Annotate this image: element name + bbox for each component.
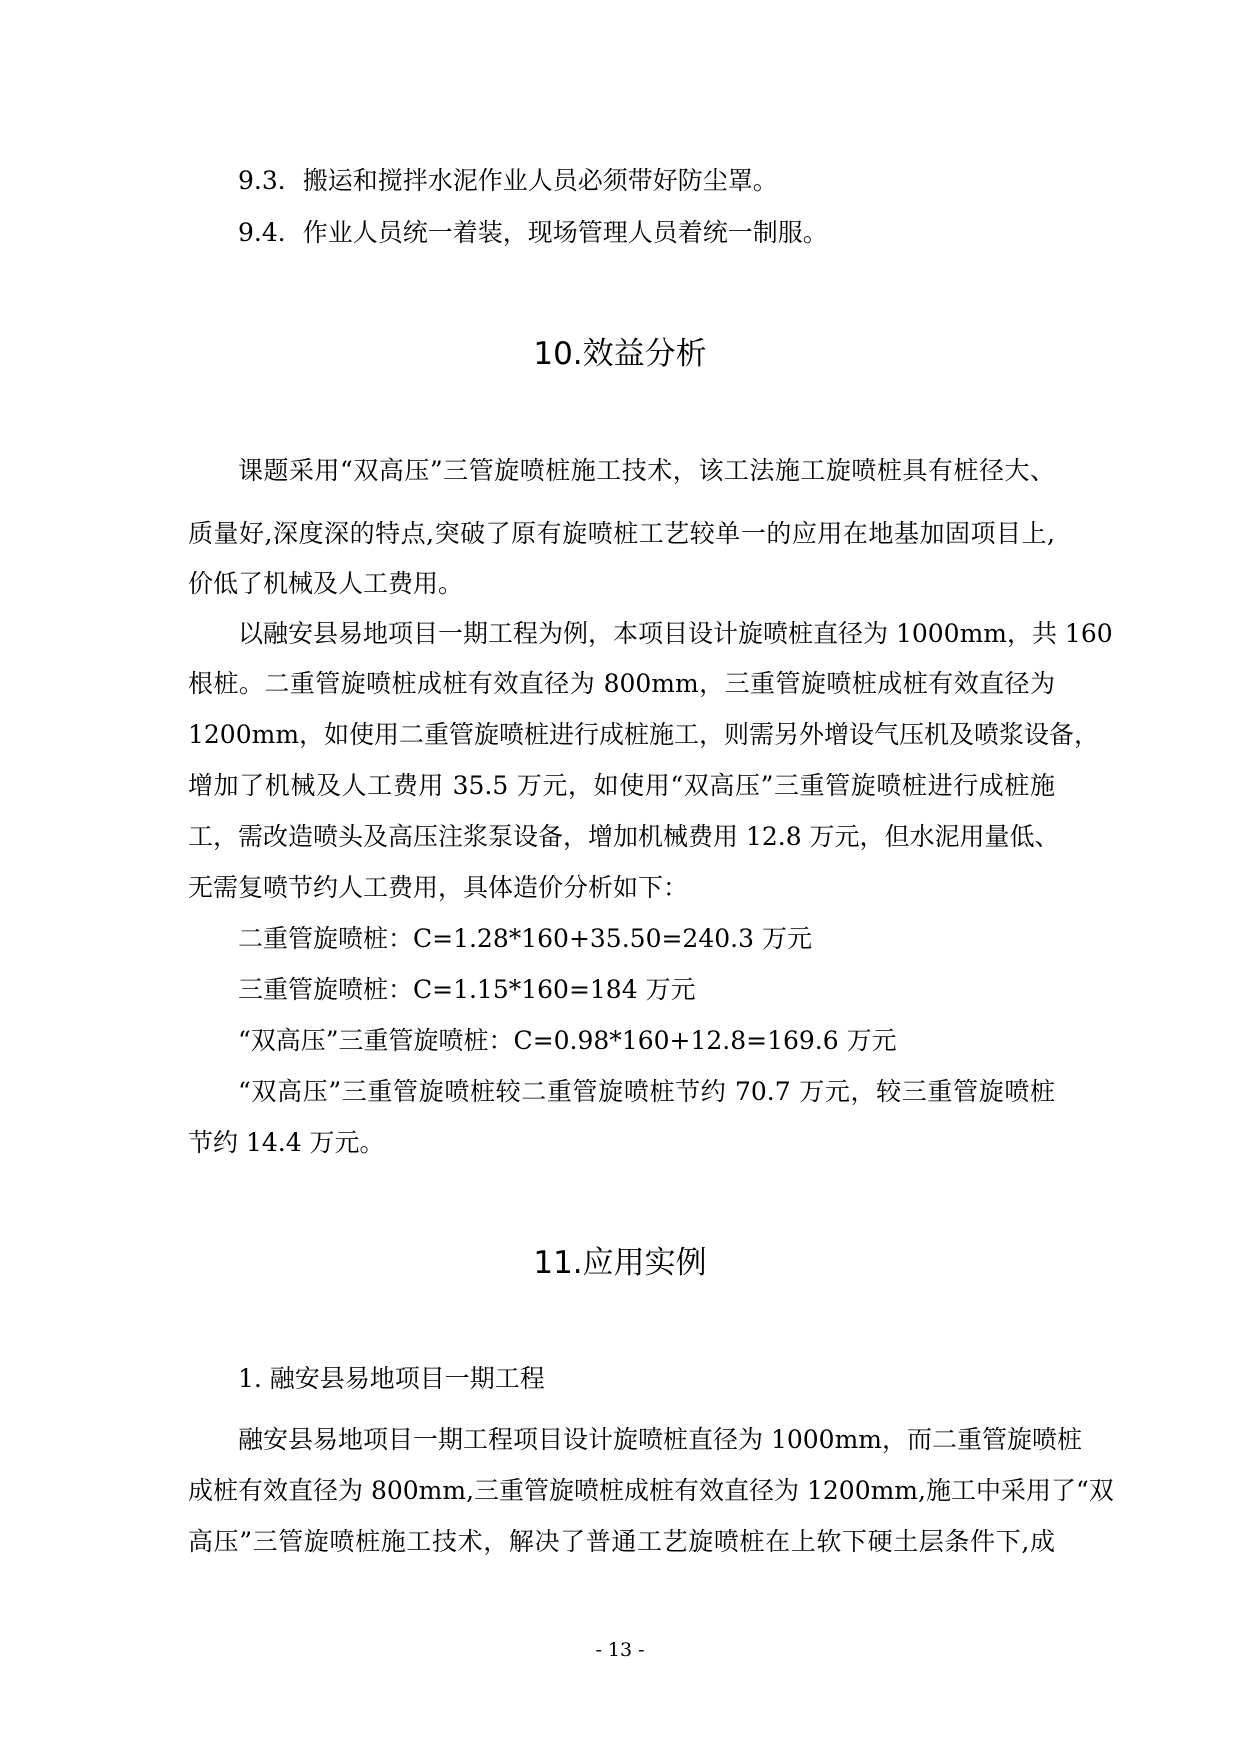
text-line: 根桩。二重管旋喷桩成桩有效直径为 800mm，三重管旋喷桩成桩有效直径为 (188, 669, 1055, 698)
formula-line: “双高压”三重管旋喷桩：C=0.98*160+12.8=169.6 万元 (238, 1026, 897, 1055)
subheading-line: 1. 融安县易地项目一期工程 (238, 1364, 545, 1393)
text-line: “双高压”三重管旋喷桩较二重管旋喷桩节约 70.7 万元，较三重管旋喷桩 (238, 1077, 1055, 1106)
text-line: 增加了机械及人工费用 35.5 万元，如使用“双高压”三重管旋喷桩进行成桩施 (188, 771, 1055, 800)
paragraph-9-4: 9.4．作业人员统一着装，现场管理人员着统一制服。 (238, 218, 828, 247)
text-line: 以融安县易地项目一期工程为例，本项目设计旋喷桩直径为 1000mm，共 160 (238, 619, 1113, 648)
paragraph-9-3: 9.3．搬运和搅拌水泥作业人员必须带好防尘罩。 (238, 166, 778, 195)
section-10-heading: 10.效益分析 (533, 336, 707, 372)
text-line: 成桩有效直径为 800mm,三重管旋喷桩成桩有效直径为 1200mm,施工中采用了“双 (188, 1476, 1114, 1505)
text-line: 工，需改造喷头及高压注浆泵设备，增加机械费用 12.8 万元，但水泥用量低、 (188, 822, 1060, 851)
text-line: 节约 14.4 万元。 (188, 1128, 385, 1157)
text-line: 高压”三管旋喷桩施工技术，解决了普通工艺旋喷桩在上软下硬土层条件下,成 (188, 1527, 1055, 1556)
text-line: 价低了机械及人工费用。 (188, 569, 464, 598)
formula-line: 二重管旋喷桩：C=1.28*160+35.50=240.3 万元 (238, 924, 812, 953)
page-number: - 13 - (595, 1639, 645, 1661)
text-line: 1200mm，如使用二重管旋喷桩进行成桩施工，则需另外增设气压机及喷浆设备， (188, 720, 1100, 749)
text-line: 无需复喷节约人工费用，具体造价分析如下： (188, 873, 689, 902)
formula-line: 三重管旋喷桩：C=1.15*160=184 万元 (238, 975, 696, 1004)
text-line: 课题采用“双高压”三管旋喷桩施工技术，该工法施工旋喷桩具有桩径大、 (238, 456, 1055, 485)
section-11-heading: 11.应用实例 (533, 1245, 707, 1281)
text-line: 质量好,深度深的特点,突破了原有旋喷桩工艺较单一的应用在地基加固项目上, (188, 519, 1055, 548)
text-line: 融安县易地项目一期工程项目设计旋喷桩直径为 1000mm，而二重管旋喷桩 (238, 1425, 1082, 1454)
